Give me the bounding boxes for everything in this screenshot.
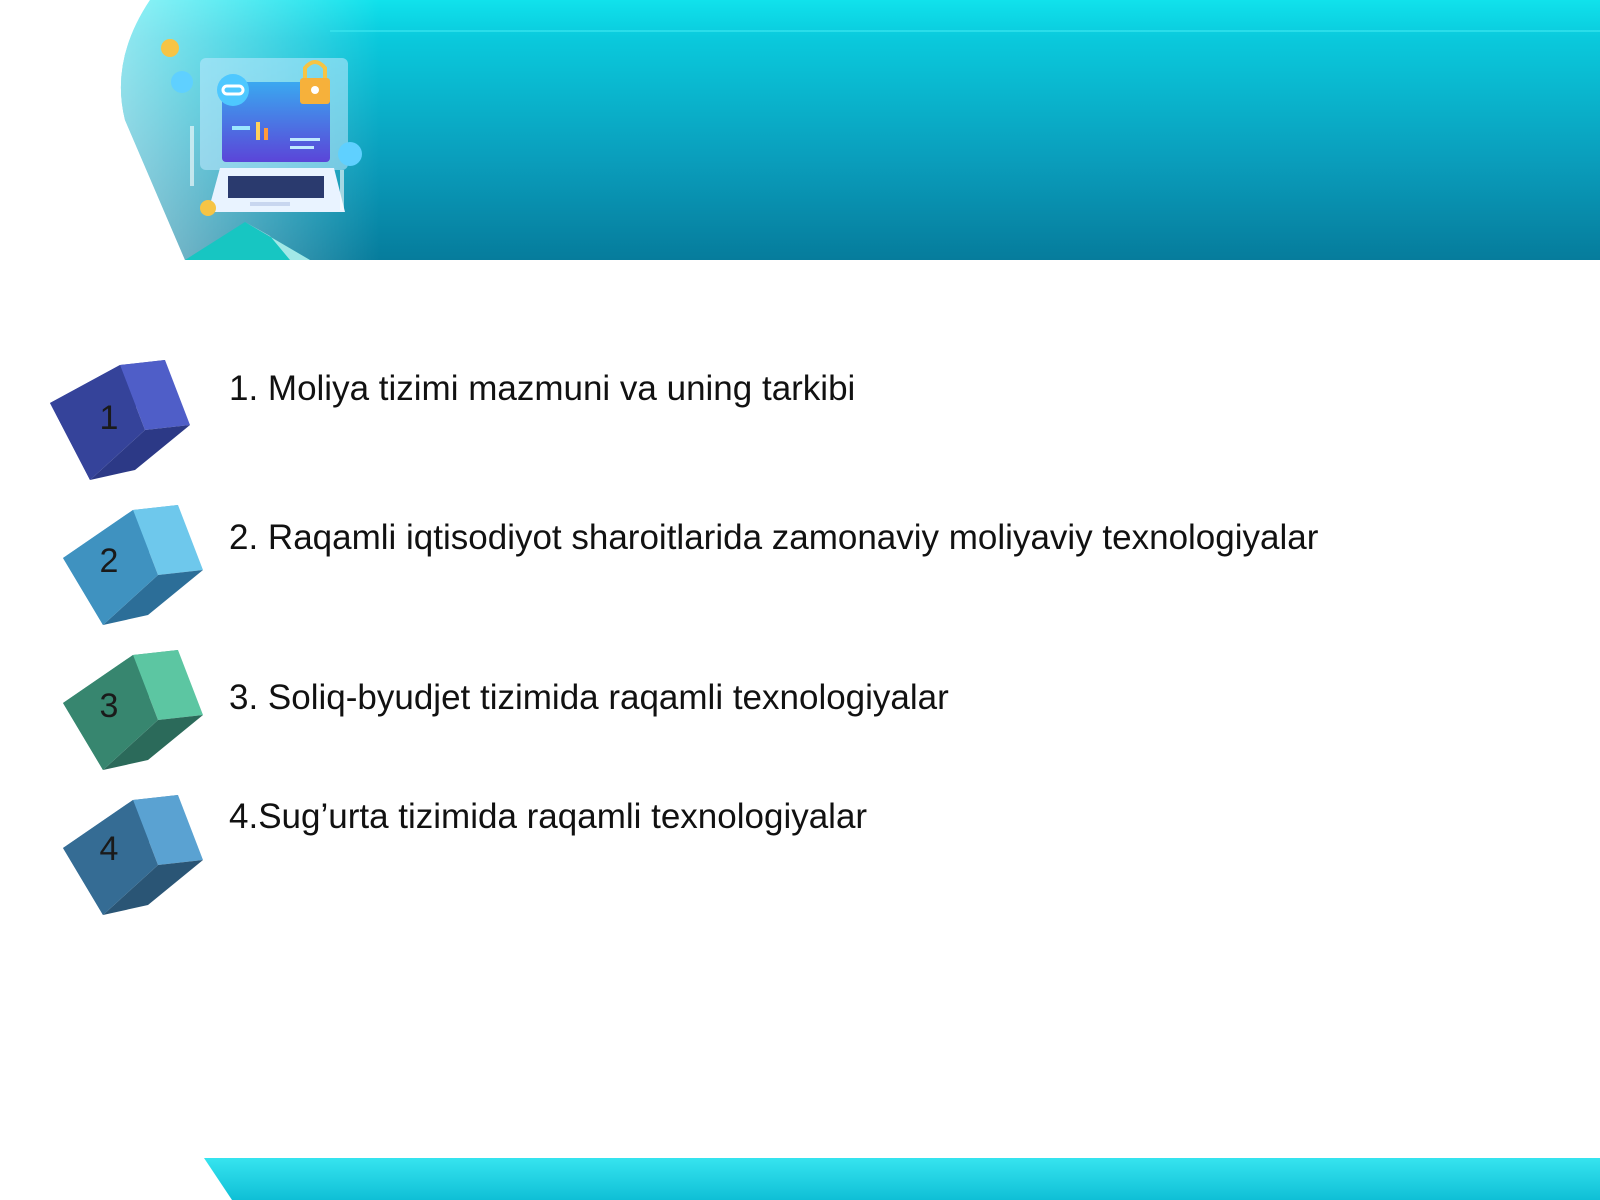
agenda-item-text-1: 1. Moliya tizimi mazmuni va uning tarkibi — [229, 369, 856, 408]
agenda-item-4 — [0, 790, 1600, 920]
cube-number-4: 4 — [99, 830, 119, 868]
cube-number-1: 1 — [99, 399, 119, 437]
cube-4-icon — [58, 790, 208, 920]
cube-3-icon — [58, 645, 208, 775]
agenda-item-text-3: 3. Soliq-byudjet tizimida raqamli texnologiyalar — [229, 678, 949, 717]
agenda-item-text-2: 2. Raqamli iqtisodiyot sharoitlarida zamonaviy moliyaviy texnologiyalar — [229, 518, 1319, 557]
agenda-item-1 — [0, 355, 1600, 485]
cube-2-icon — [58, 500, 208, 630]
agenda-item-2 — [0, 500, 1600, 630]
cube-number-2: 2 — [99, 542, 119, 580]
agenda-item-3 — [0, 645, 1600, 775]
agenda-item-text-4: 4.Sug’urta tizimida raqamli texnologiyalar — [229, 797, 868, 836]
cube-number-3: 3 — [99, 687, 119, 725]
